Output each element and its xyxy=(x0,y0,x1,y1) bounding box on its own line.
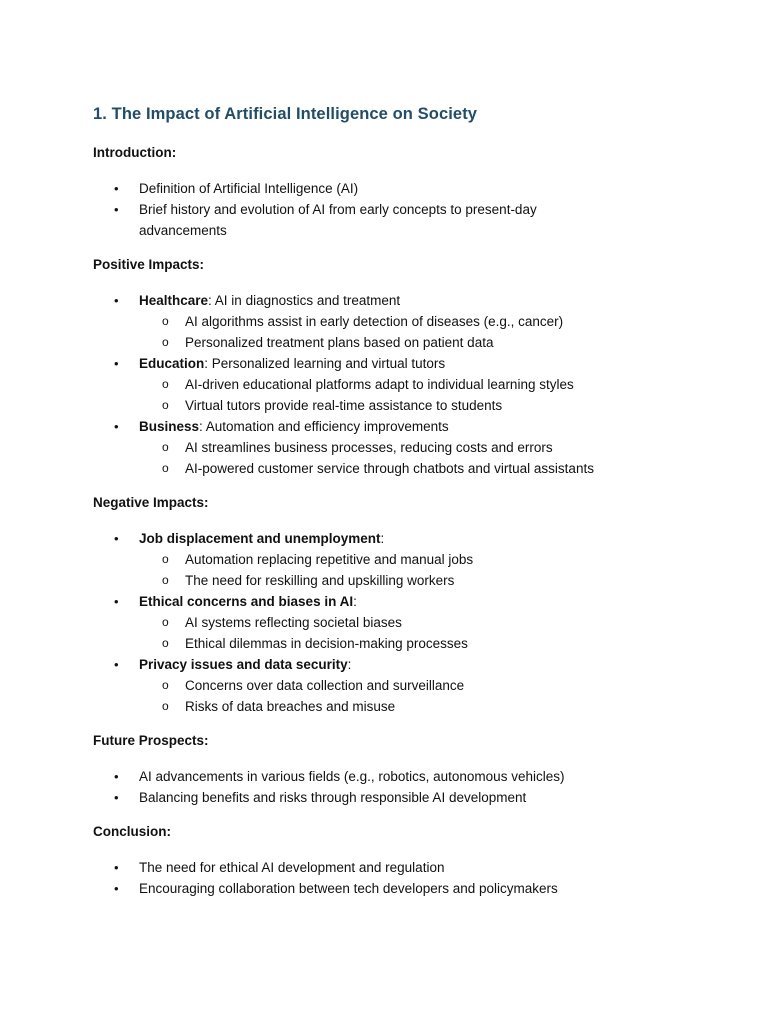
section-heading-introduction: Introduction: xyxy=(93,145,177,160)
sub-list-item: o AI streamlines business processes, reducing costs and errors xyxy=(139,437,733,458)
sub-bullet-icon: o xyxy=(162,636,169,650)
sub-bullet-icon: o xyxy=(162,398,169,412)
bullet-icon: • xyxy=(114,202,119,217)
sub-list-item: o The need for reskilling and upskilling workers xyxy=(139,570,733,591)
sub-list xyxy=(139,311,733,353)
list-item: • The need for ethical AI development and regulation xyxy=(93,857,733,878)
bullet-icon: • xyxy=(114,356,119,371)
sub-list-item: o Risks of data breaches and misuse xyxy=(139,696,733,717)
sub-list-item: o Automation replacing repetitive and manual jobs xyxy=(139,549,733,570)
list-item: • AI advancements in various fields (e.g., robotics, autonomous vehicles) xyxy=(93,766,733,787)
sub-bullet-icon: o xyxy=(162,678,169,692)
sub-bullet-icon: o xyxy=(162,573,169,587)
bullet-icon: • xyxy=(114,881,119,896)
bullet-icon: • xyxy=(114,790,119,805)
sub-list xyxy=(139,437,733,479)
sub-list-item: o AI-driven educational platforms adapt to individual learning styles xyxy=(139,374,733,395)
list-item: • Job displacement and unemployment: o Automation replacing repetitive and manual jobs o The need for reskilling and upskilling workers xyxy=(93,528,733,591)
section-heading-positive-impacts: Positive Impacts: xyxy=(93,257,205,272)
sub-list-item: o Virtual tutors provide real-time assistance to students xyxy=(139,395,733,416)
sub-bullet-icon: o xyxy=(162,552,169,566)
bullet-icon: • xyxy=(114,769,119,784)
sub-list-item: o Personalized treatment plans based on patient data xyxy=(139,332,733,353)
sub-bullet-icon: o xyxy=(162,335,169,349)
sub-bullet-icon: o xyxy=(162,440,169,454)
sub-list-item: o AI systems reflecting societal biases xyxy=(139,612,733,633)
introduction-list xyxy=(93,178,733,241)
sub-bullet-icon: o xyxy=(162,699,169,713)
list-item: • Ethical concerns and biases in AI: o AI systems reflecting societal biases o Ethical dilemmas in decision-making processes xyxy=(93,591,733,654)
sub-list xyxy=(139,374,733,416)
sub-bullet-icon: o xyxy=(162,615,169,629)
negative-impacts-list xyxy=(93,528,733,717)
bullet-icon: • xyxy=(114,531,119,546)
positive-impacts-list xyxy=(93,290,733,479)
sub-bullet-icon: o xyxy=(162,314,169,328)
sub-list xyxy=(139,675,733,717)
section-heading-conclusion: Conclusion: xyxy=(93,824,171,839)
conclusion-list xyxy=(93,857,733,899)
sub-list-item: o Concerns over data collection and surveillance xyxy=(139,675,733,696)
future-prospects-list xyxy=(93,766,733,808)
bullet-icon: • xyxy=(114,594,119,609)
bullet-icon: • xyxy=(114,181,119,196)
list-item: • Healthcare: AI in diagnostics and treatment o AI algorithms assist in early detection of diseases (e.g., cancer) o Personalized treatment plans based on patient data xyxy=(93,290,733,353)
sub-bullet-icon: o xyxy=(162,461,169,475)
list-item: • Privacy issues and data security: o Concerns over data collection and surveillance o Risks of data breaches and misuse xyxy=(93,654,733,717)
bullet-icon: • xyxy=(114,293,119,308)
section-heading-negative-impacts: Negative Impacts: xyxy=(93,495,209,510)
list-item: • Education: Personalized learning and virtual tutors o AI-driven educational platforms adapt to individual learning styles o Virtual tutors provide real-time assistance to students xyxy=(93,353,733,416)
list-item: • Balancing benefits and risks through responsible AI development xyxy=(93,787,733,808)
list-item: • Brief history and evolution of AI from early concepts to present-day advancements xyxy=(93,199,609,241)
page-title: 1. The Impact of Artificial Intelligence on Society xyxy=(93,105,478,123)
bullet-icon: • xyxy=(114,657,119,672)
sub-bullet-icon: o xyxy=(162,377,169,391)
list-item: • Definition of Artificial Intelligence (AI) xyxy=(93,178,733,199)
sub-list-item: o AI-powered customer service through chatbots and virtual assistants xyxy=(139,458,733,479)
sub-list xyxy=(139,612,733,654)
document-page xyxy=(93,103,733,913)
bullet-icon: • xyxy=(114,860,119,875)
sub-list xyxy=(139,549,733,591)
bullet-icon: • xyxy=(114,419,119,434)
list-item: • Encouraging collaboration between tech developers and policymakers xyxy=(93,878,733,899)
sub-list-item: o Ethical dilemmas in decision-making processes xyxy=(139,633,733,654)
sub-list-item: o AI algorithms assist in early detection of diseases (e.g., cancer) xyxy=(139,311,733,332)
section-heading-future-prospects: Future Prospects: xyxy=(93,733,209,748)
list-item: • Business: Automation and efficiency improvements o AI streamlines business processes, reducing costs and errors o AI-powered customer service through chatbots and virtual assistants xyxy=(93,416,733,479)
